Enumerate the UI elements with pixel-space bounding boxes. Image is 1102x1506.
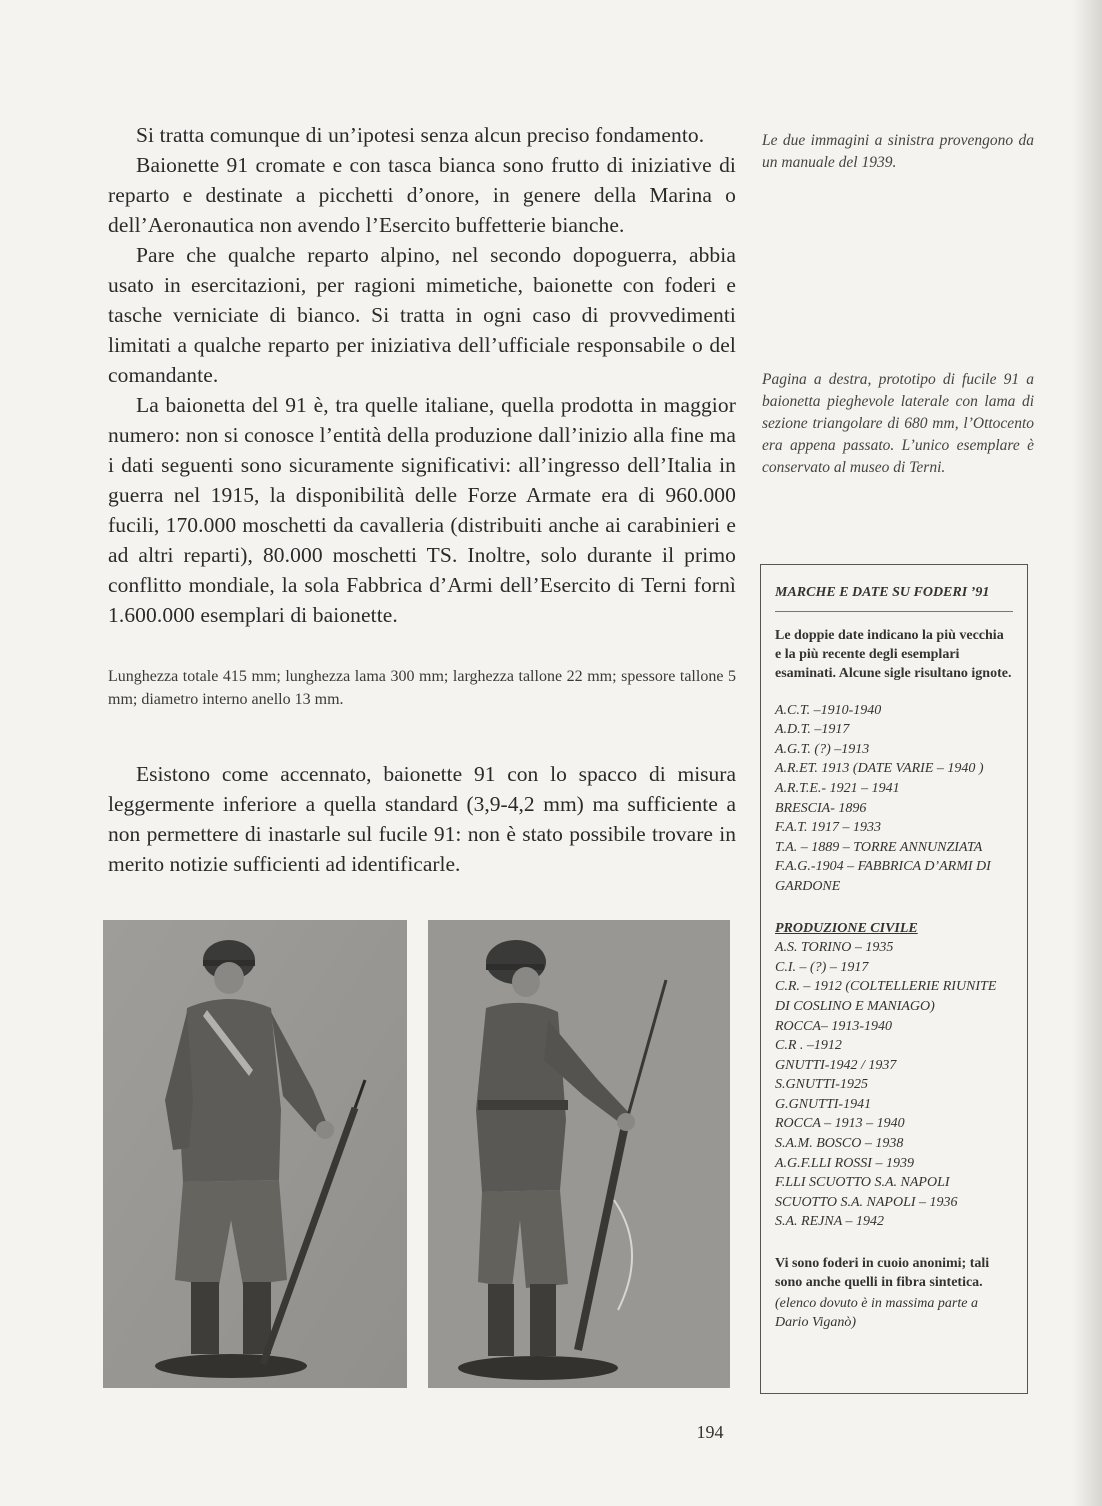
- list-item: A.S. TORINO – 1935: [775, 940, 894, 956]
- list-item: G.GNUTTI-1941: [775, 1096, 872, 1112]
- list-item: C.I. – (?) – 1917: [775, 959, 869, 975]
- list-item: BRESCIA- 1896: [775, 800, 867, 816]
- photo-soldier-front: [103, 920, 407, 1388]
- list-item: S.A.M. BOSCO – 1938: [775, 1136, 904, 1152]
- list-item: T.A. – 1889 – TORRE ANNUNZIATA: [775, 839, 983, 855]
- measurements-caption: Lunghezza totale 415 mm; lunghezza lama 300 mm; larghezza tallone 22 mm; spessore tallone 5 mm; diametro interno anello 13 mm.: [108, 668, 736, 708]
- list-item: A.G.T. (?) –1913: [775, 741, 870, 757]
- list-item: ROCCA – 1913 – 1940: [775, 1116, 905, 1132]
- list-item: A.R.ET. 1913 (DATE VARIE – 1940 ): [775, 761, 984, 777]
- civil-marks-list: [775, 938, 1013, 1232]
- list-item: A.R.T.E.- 1921 – 1941: [775, 780, 900, 796]
- list-item: GNUTTI-1942 / 1937: [775, 1057, 897, 1073]
- paragraph-5: Esistono come accennato, baionette 91 con lo spacco di misura leggermente inferiore a quella standard (3,9-4,2 mm) ma sufficiente a non permettere di inastarle sul fucile 91: non è stato possibile trovare in merito notizie sufficienti ad identificarle.: [108, 762, 736, 876]
- list-item: ROCCA– 1913-1940: [775, 1018, 893, 1034]
- paragraph-2: Baionette 91 cromate e con tasca bianca sono frutto di iniziative di reparto e destinate a picchetti d’onore, in genere della Marina o dell’Aeronautica non avendo l’Esercito buffetterie bianche.: [108, 153, 736, 237]
- box-intro: Le doppie date indicano la più vecchia e la più recente degli esemplari esaminati. Alcune sigle risultano ignote.: [775, 627, 1012, 681]
- list-item: F.LLI SCUOTTO S.A. NAPOLI: [775, 1175, 950, 1191]
- list-item: S.GNUTTI-1925: [775, 1077, 868, 1093]
- page-number: 194: [696, 1422, 724, 1442]
- page-edge: [1072, 0, 1102, 1506]
- list-item: F.A.T. 1917 – 1933: [775, 820, 882, 836]
- box-note: Vi sono foderi in cuoio anonimi; tali sono anche quelli in fibra sintetica.: [775, 1256, 990, 1291]
- soldier-side-image: [428, 920, 730, 1388]
- list-item: C.R. – 1912 (COLTELLERIE RIUNITE DI COSLINO E MANIAGO): [775, 979, 997, 1014]
- box-credit: (elenco dovuto è in massima parte a Dario Viganò): [775, 1296, 978, 1331]
- soldier-front-image: [103, 920, 407, 1388]
- paragraph-1: Si tratta comunque di un’ipotesi senza alcun preciso fondamento.: [136, 123, 705, 147]
- list-item: F.A.G.-1904 – FABBRICA D’ARMI DI GARDONE: [775, 859, 991, 894]
- side-caption-prototype: Pagina a destra, prototipo di fucile 91 a baionetta pieghevole laterale con lama di sezione triangolare di 680 mm, l’Ottocento era appena passato. L’unico esemplare è conservato al museo di Terni.: [762, 371, 1034, 476]
- paragraph-3: Pare che qualche reparto alpino, nel secondo dopoguerra, abbia usato in esercitazioni, per ragioni mimetiche, baionette con foderi e tasche verniciate di bianco. Si tratta in ogni caso di provvedimenti limitati a qualche reparto per iniziativa dell’ufficiale responsabile o del comandante.: [108, 243, 736, 387]
- civil-production-title: PRODUZIONE CIVILE: [775, 920, 918, 936]
- box-title: MARCHE E DATE SU FODERI ’91: [775, 583, 1013, 612]
- list-item: A.G.F.LLI ROSSI – 1939: [775, 1155, 914, 1171]
- list-item: A.D.T. –1917: [775, 722, 850, 738]
- side-caption-images: Le due immagini a sinistra provengono da un manuale del 1939.: [762, 132, 1034, 171]
- paragraph-4: La baionetta del 91 è, tra quelle italiane, quella prodotta in maggior numero: non si conosce l’entità della produzione dall’inizio alla fine ma i dati seguenti sono sicuramente significativi: all’ingresso dell’Italia in guerra nel 1915, la disponibilità delle Forze Armate era di 960.000 fucili, 170.000 moschetti da cavalleria (distribuiti anche ai carabinieri e ad altri reparti), 80.000 moschetti TS. Inoltre, solo durante il primo conflitto mondiale, la sola Fabbrica d’Armi dell’Esercito di Terni fornì 1.600.000 esemplari di baionette.: [108, 393, 736, 627]
- marks-sidebar-box: [760, 564, 1028, 1394]
- list-item: S.A. REJNA – 1942: [775, 1214, 885, 1230]
- photo-soldier-side: [428, 920, 730, 1388]
- list-item: C.R . –1912: [775, 1038, 842, 1054]
- list-item: A.C.T. –1910-1940: [775, 702, 882, 718]
- lower-text: [108, 759, 736, 879]
- list-item: SCUOTTO S.A. NAPOLI – 1936: [775, 1194, 958, 1210]
- military-marks-list: [775, 701, 1013, 897]
- main-text-column: [108, 120, 736, 630]
